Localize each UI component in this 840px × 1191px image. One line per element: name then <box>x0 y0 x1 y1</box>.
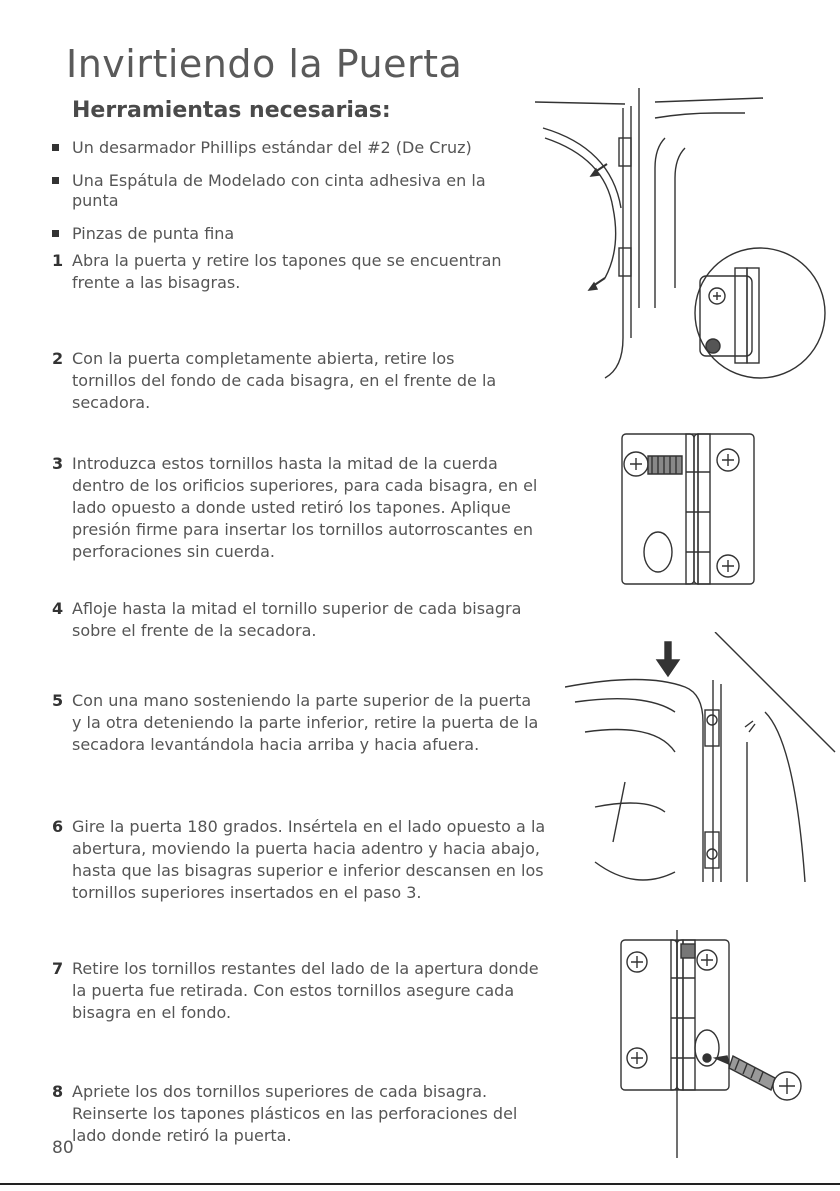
step-1 <box>52 250 552 294</box>
tool-item-text: Una Espátula de Modelado con cinta adhesiva en la punta <box>72 171 486 210</box>
hinge-reattach-illustration <box>615 930 830 1160</box>
step-8 <box>52 1081 552 1147</box>
step-7 <box>52 958 552 1024</box>
tool-item-text: Pinzas de punta fina <box>72 224 235 243</box>
page-number: 80 <box>52 1138 74 1158</box>
step-number: 2 <box>52 349 64 368</box>
bottom-rule <box>0 1183 840 1185</box>
step-6 <box>52 816 552 904</box>
step-number: 7 <box>52 959 64 978</box>
hinge-overview-illustration <box>535 88 835 388</box>
step-3 <box>52 453 552 563</box>
step-text: Gire la puerta 180 grados. Insértela en el lado opuesto a la abertura, moviendo la puerta hacia adentro y hacia abajo, hasta que las bisagras superior e inferior descansen en los tornillos superiores insertados en el paso 3. <box>72 817 546 902</box>
step-number: 6 <box>52 817 64 836</box>
tools-heading: Herramientas necesarias: <box>72 98 391 123</box>
step-5 <box>52 690 552 756</box>
bullet-icon <box>52 230 59 237</box>
tool-item <box>52 138 532 158</box>
step-number: 3 <box>52 454 64 473</box>
tool-item <box>52 224 532 244</box>
tool-item-text: Un desarmador Phillips estándar del #2 (De Cruz) <box>72 138 472 157</box>
tools-list <box>52 138 532 257</box>
step-text: Introduzca estos tornillos hasta la mitad de la cuerda dentro de los orificios superiores, para cada bisagra, en el lado opuesto a donde usted retiró los tapones. Aplique presión firme para insertar los tornillos autorroscantes en perforaciones sin cuerda. <box>72 454 538 561</box>
door-removal-illustration <box>565 632 840 892</box>
step-text: Apriete los dos tornillos superiores de cada bisagra. Reinserte los tapones plásticos en las perforaciones del lado donde retiró la puerta. <box>72 1082 518 1145</box>
step-number: 8 <box>52 1082 64 1101</box>
bullet-icon <box>52 144 59 151</box>
step-number: 5 <box>52 691 64 710</box>
step-text: Afloje hasta la mitad el tornillo superior de cada bisagra sobre el frente de la secadora. <box>72 599 522 640</box>
tool-item <box>52 171 532 211</box>
step-4 <box>52 598 552 642</box>
step-text: Con una mano sosteniendo la parte superior de la puerta y la otra deteniendo la parte inferior, retire la puerta de la secadora levantándola hacia arriba y hacia afuera. <box>72 691 539 754</box>
bullet-icon <box>52 177 59 184</box>
step-text: Con la puerta completamente abierta, retire los tornillos del fondo de cada bisagra, en el frente de la secadora. <box>72 349 497 412</box>
step-number: 1 <box>52 251 64 270</box>
step-text: Retire los tornillos restantes del lado de la apertura donde la puerta fue retirada. Con estos tornillos asegure cada bisagra en el fondo. <box>72 959 539 1022</box>
step-text: Abra la puerta y retire los tapones que se encuentran frente a las bisagras. <box>72 251 502 292</box>
step-2 <box>52 348 552 414</box>
page-title: Invirtiendo la Puerta <box>66 42 463 86</box>
hinge-screws-illustration <box>620 432 760 592</box>
step-number: 4 <box>52 599 64 618</box>
